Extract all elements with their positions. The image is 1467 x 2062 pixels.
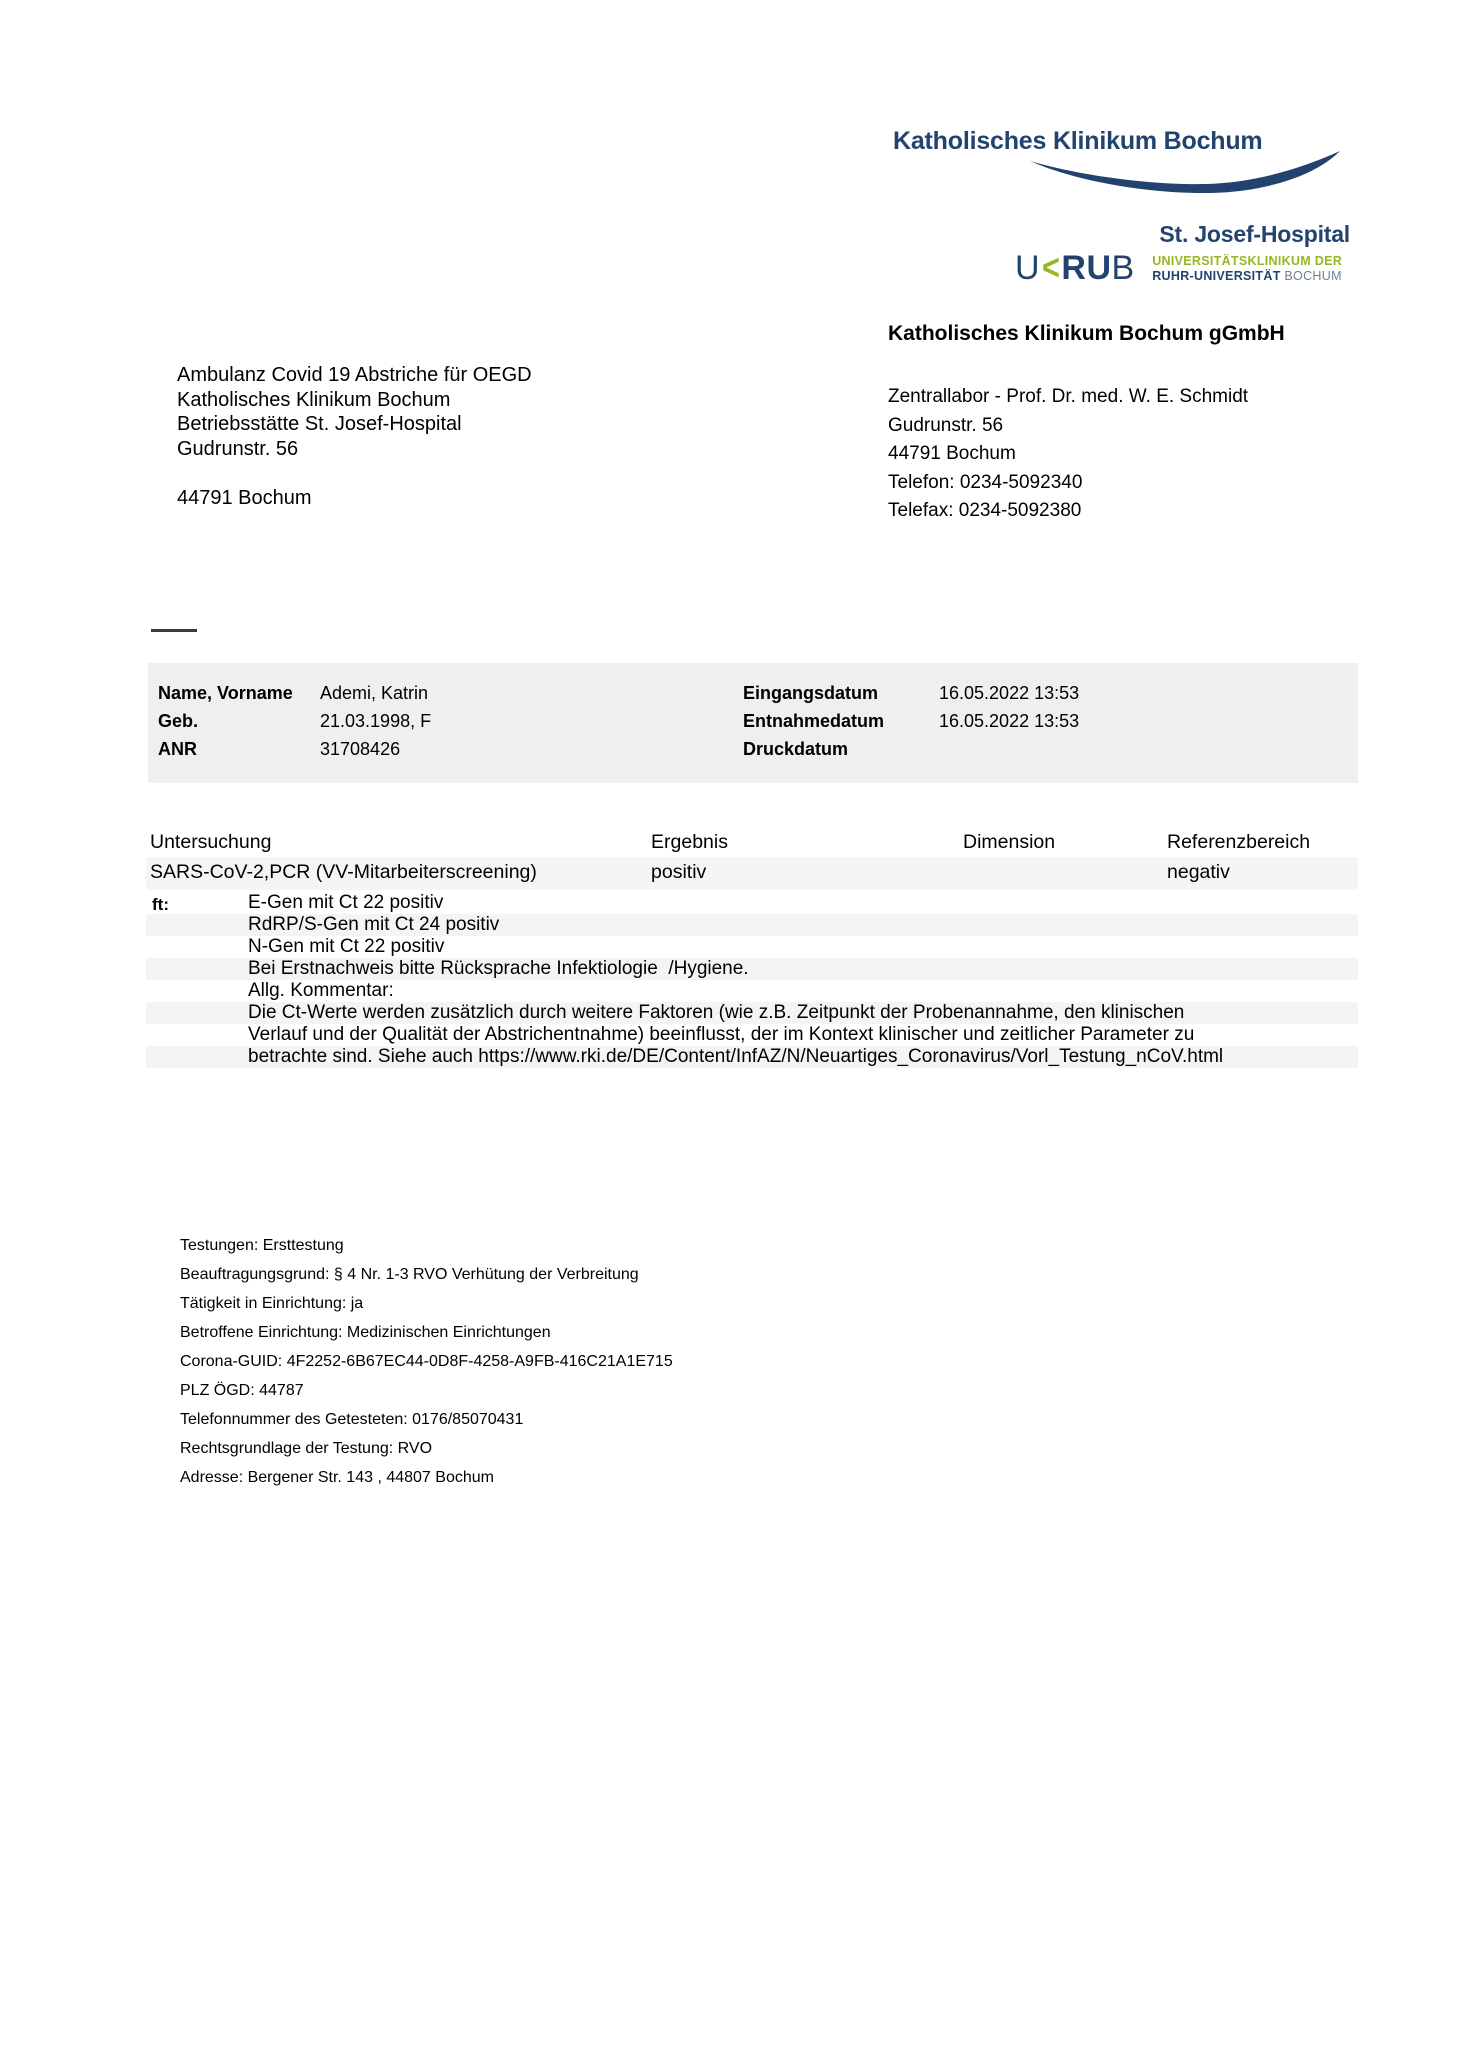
lab-address-line: Zentrallabor - Prof. Dr. med. W. E. Schmidt <box>888 386 1249 407</box>
ukrub-logo <box>1015 249 1134 287</box>
testing-meta-block <box>180 1231 673 1492</box>
swoosh-icon <box>1030 150 1342 196</box>
footnote-line: RdRP/S-Gen mit Ct 24 positiv <box>146 914 1358 936</box>
meta-line-adresse: Adresse: Bergener Str. 143 , 44807 Bochum <box>180 1469 494 1486</box>
recipient-address-block <box>177 363 532 511</box>
ukrub-letter-u: U <box>1015 249 1040 287</box>
recipient-address-line <box>177 461 532 486</box>
university-clinic-caption-line2 <box>1152 269 1342 284</box>
recipient-address-line: Katholisches Klinikum Bochum <box>177 388 451 411</box>
recipient-address-line: Betriebsstätte St. Josef-Hospital <box>177 413 462 436</box>
footnote-line: E-Gen mit Ct 22 positiv <box>248 892 444 913</box>
results-header-ergebnis: Ergebnis <box>651 831 728 853</box>
druckdatum-label: Druckdatum <box>743 739 849 759</box>
footnote-line: Bei Erstnachweis bitte Rücksprache Infektiologie /Hygiene. <box>146 958 1358 980</box>
lab-address-block <box>888 383 1248 526</box>
footnote-line: Die Ct-Werte werden zusätzlich durch weitere Faktoren (wie z.B. Zeitpunkt der Probenannahme, den klinischen <box>146 1002 1358 1024</box>
lab-address-line: Telefon: 0234-5092340 <box>888 471 1083 493</box>
entnahmedatum-label: Entnahmedatum <box>743 711 885 731</box>
ruhr-universitaet-text: RUHR-UNIVERSITÄT <box>1152 269 1281 283</box>
footnote-block <box>146 892 1358 1068</box>
results-header-dimension: Dimension <box>963 831 1056 853</box>
eingangsdatum-label: Eingangsdatum <box>743 683 879 703</box>
bochum-text: BOCHUM <box>1284 269 1342 283</box>
patient-row <box>148 683 1358 711</box>
lab-address-line: 44791 Bochum <box>888 443 1016 464</box>
footnote-line: Allg. Kommentar: <box>248 980 394 1001</box>
meta-line-corona-guid: Corona-GUID: 4F2252-6B67EC44-0D8F-4258-A9FB-416C21A1E715 <box>180 1353 673 1370</box>
meta-line-rechtsgrundlage: Rechtsgrundlage der Testung: RVO <box>180 1440 433 1457</box>
ukrub-logo-row <box>1015 249 1342 287</box>
patient-name-label: Name, Vorname <box>158 683 293 703</box>
meta-line-betroffene-einrichtung: Betroffene Einrichtung: Medizinischen Einrichtungen <box>180 1324 551 1341</box>
patient-row <box>148 711 1358 739</box>
recipient-address-line: Gudrunstr. 56 <box>177 437 299 460</box>
patient-birthdate-value: 21.03.1998, F <box>320 711 432 731</box>
lab-address-line: Telefax: 0234-5092380 <box>888 500 1082 521</box>
patient-anr-value: 31708426 <box>320 739 401 759</box>
recipient-address-line: Ambulanz Covid 19 Abstriche für OEGD <box>177 364 532 386</box>
results-header-untersuchung: Untersuchung <box>150 831 272 853</box>
patient-row <box>148 739 1358 767</box>
result-test-name: SARS-CoV-2,PCR (VV-Mitarbeiterscreening) <box>150 861 537 883</box>
meta-line-beauftragungsgrund: Beauftragungsgrund: § 4 Nr. 1-3 RVO Verhütung der Verbreitung <box>180 1266 639 1283</box>
footnote-line: Verlauf und der Qualität der Abstrichentnahme) beeinflusst, der im Kontext klinischer und zeitlicher Parameter zu <box>248 1024 1195 1045</box>
patient-birthdate-label: Geb. <box>158 711 199 731</box>
lab-address-line: Gudrunstr. 56 <box>888 414 1004 436</box>
hospital-logo-wordmark: Katholisches Klinikum Bochum <box>893 127 1263 155</box>
university-clinic-caption-line1: UNIVERSITÄTSKLINIKUM DER <box>1152 254 1343 268</box>
results-header-referenzbereich: Referenzbereich <box>1167 831 1311 853</box>
entnahmedatum-value: 16.05.2022 13:53 <box>939 711 1080 731</box>
recipient-address-line: 44791 Bochum <box>177 486 312 509</box>
ukrub-chevron-icon: < <box>1041 248 1060 288</box>
footnote-label: ft: <box>152 895 169 914</box>
footnote-line: N-Gen mit Ct 22 positiv <box>248 936 445 957</box>
patient-anr-label: ANR <box>158 739 197 759</box>
meta-line-telefonnummer: Telefonnummer des Getesteten: 0176/85070431 <box>180 1411 524 1428</box>
footnote-line: betrachte sind. Siehe auch https://www.rki.de/DE/Content/InfAZ/N/Neuartiges_Coronavirus/Vorl_Testung_nCoV.html <box>146 1046 1358 1068</box>
fold-mark <box>151 629 197 632</box>
st-josef-hospital-wordmark: St. Josef-Hospital <box>1159 221 1350 247</box>
meta-line-taetigkeit: Tätigkeit in Einrichtung: ja <box>180 1295 364 1312</box>
meta-line-testungen: Testungen: Ersttestung <box>180 1237 344 1254</box>
university-clinic-caption <box>1152 249 1342 284</box>
result-reference-range: negativ <box>1167 861 1230 883</box>
patient-info-band <box>148 663 1358 783</box>
org-heading: Katholisches Klinikum Bochum gGmbH <box>888 322 1285 345</box>
meta-line-plz-oegd: PLZ ÖGD: 44787 <box>180 1382 304 1399</box>
eingangsdatum-value: 16.05.2022 13:53 <box>939 683 1080 703</box>
ukrub-letters-ru: RU <box>1061 249 1112 287</box>
patient-name-value: Ademi, Katrin <box>320 683 429 703</box>
ukrub-letter-b: B <box>1111 249 1135 287</box>
result-value: positiv <box>651 861 707 883</box>
